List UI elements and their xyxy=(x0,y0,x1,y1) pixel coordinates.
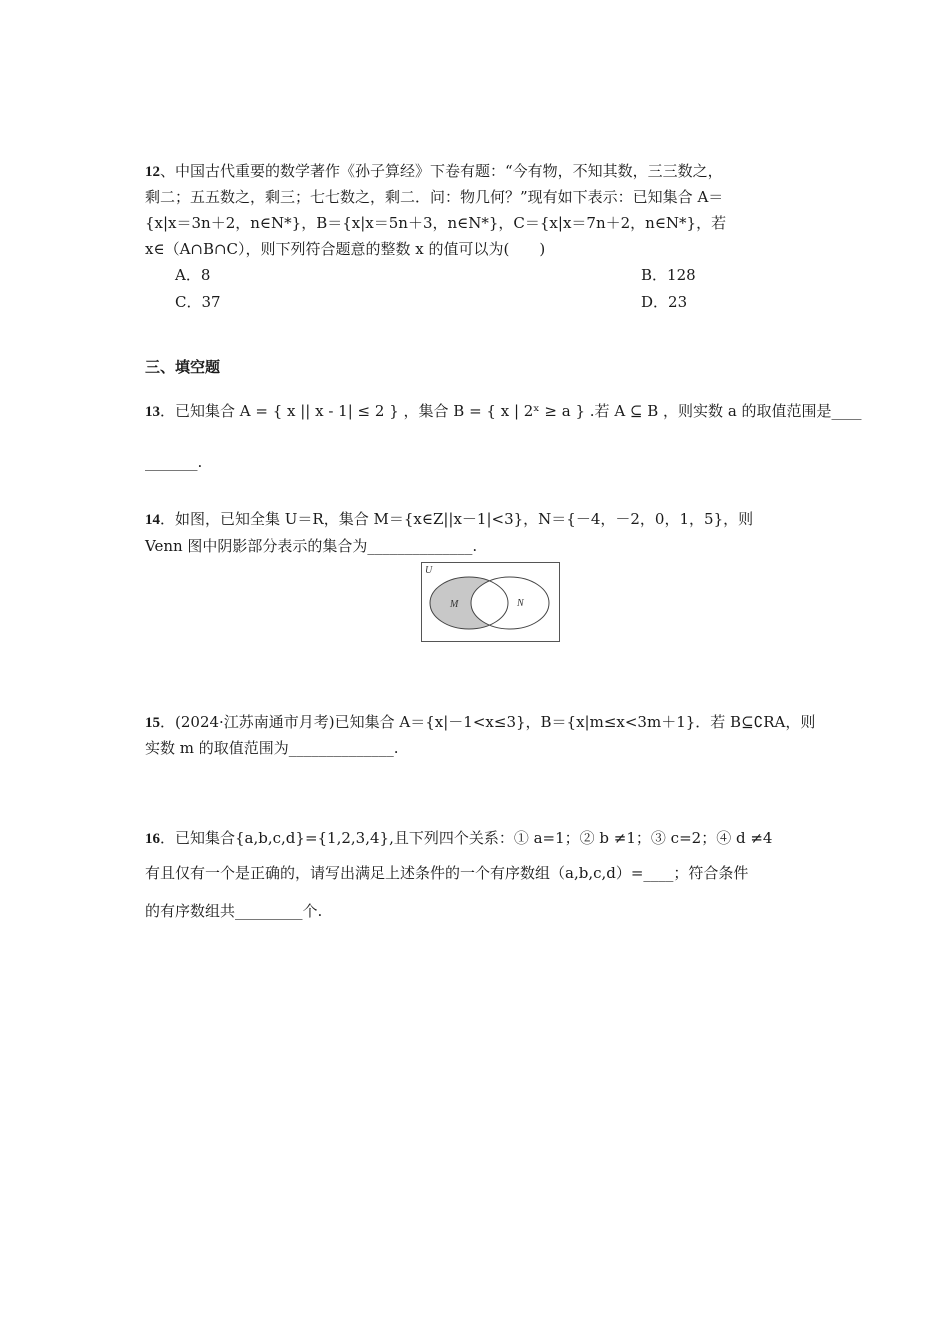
venn-set-n xyxy=(471,577,549,629)
q13-line-1 xyxy=(145,400,862,423)
q16-text-1: ．已知集合{a,b,c,d}={1,2,3,4},且下列四个关系：① a=1；② b ≠1；③ c=2；④ d ≠4 xyxy=(160,829,773,847)
section-title: 三、填空题 xyxy=(145,358,221,376)
q14-text-1: ．如图，已知全集 U＝R，集合 M＝{x∈Z||x－1|<3}，N＝{－4，－2，0，1，5}，则 xyxy=(160,510,754,528)
q12-line-1 xyxy=(145,160,805,183)
q12-text-1: 、中国古代重要的数学著作《孙子算经》下卷有题：“今有物，不知其数，三三数之， xyxy=(160,162,723,180)
q13-number: 13 xyxy=(145,404,160,420)
q15-text-1: ．(2024·江苏南通市月考)已知集合 A＝{x|－1<x≤3}，B＝{x|m≤x<3m＋1}．若 B⊆∁RA，则 xyxy=(160,713,816,731)
q14-number: 14 xyxy=(145,512,160,528)
q12-line-3: {x|x＝3n＋2，n∈N*}，B＝{x|x＝5n＋3，n∈N*}，C＝{x|x＝7n＋2，n∈N*}，若 xyxy=(145,214,727,232)
q14-line-1 xyxy=(145,508,805,531)
venn-diagram xyxy=(421,562,560,642)
q15-line-1 xyxy=(145,711,816,734)
q16-line-3: 的有序数组共_________个. xyxy=(145,902,323,920)
q12-option-a: A．8 xyxy=(175,266,211,284)
q16-line-1 xyxy=(145,827,805,850)
q12-line-2: 剩二；五五数之，剩三；七七数之，剩二．问：物几何？”现有如下表示：已知集合 A＝ xyxy=(145,188,724,206)
q16-number: 16 xyxy=(145,831,160,847)
q16-line-2: 有且仅有一个是正确的，请写出满足上述条件的一个有序数组（a,b,c,d）=____；符合条件 xyxy=(145,864,749,882)
venn-label-m: M xyxy=(450,599,459,610)
q12-option-d: D．23 xyxy=(641,293,688,311)
q12-line-4: x∈（A∩B∩C），则下列符合题意的整数 x 的值可以为( ) xyxy=(145,240,546,258)
q13-line-2: _______. xyxy=(145,453,203,471)
q12-option-b: B．128 xyxy=(641,266,696,284)
q15-number: 15 xyxy=(145,715,160,731)
venn-label-u: U xyxy=(425,565,433,576)
q14-line-2: Venn 图中阴影部分表示的集合为______________. xyxy=(145,537,478,555)
q15-line-2: 实数 m 的取值范围为______________. xyxy=(145,739,399,757)
q12-number: 12 xyxy=(145,164,160,180)
q12-option-c: C．37 xyxy=(175,293,221,311)
q13-text-1: ．已知集合 A = { x || x - 1| ≤ 2 } ，集合 B = { x | 2ˣ ≥ a } .若 A ⊆ B ，则实数 a 的取值范围是____ xyxy=(160,402,862,420)
venn-label-n: N xyxy=(517,598,524,609)
